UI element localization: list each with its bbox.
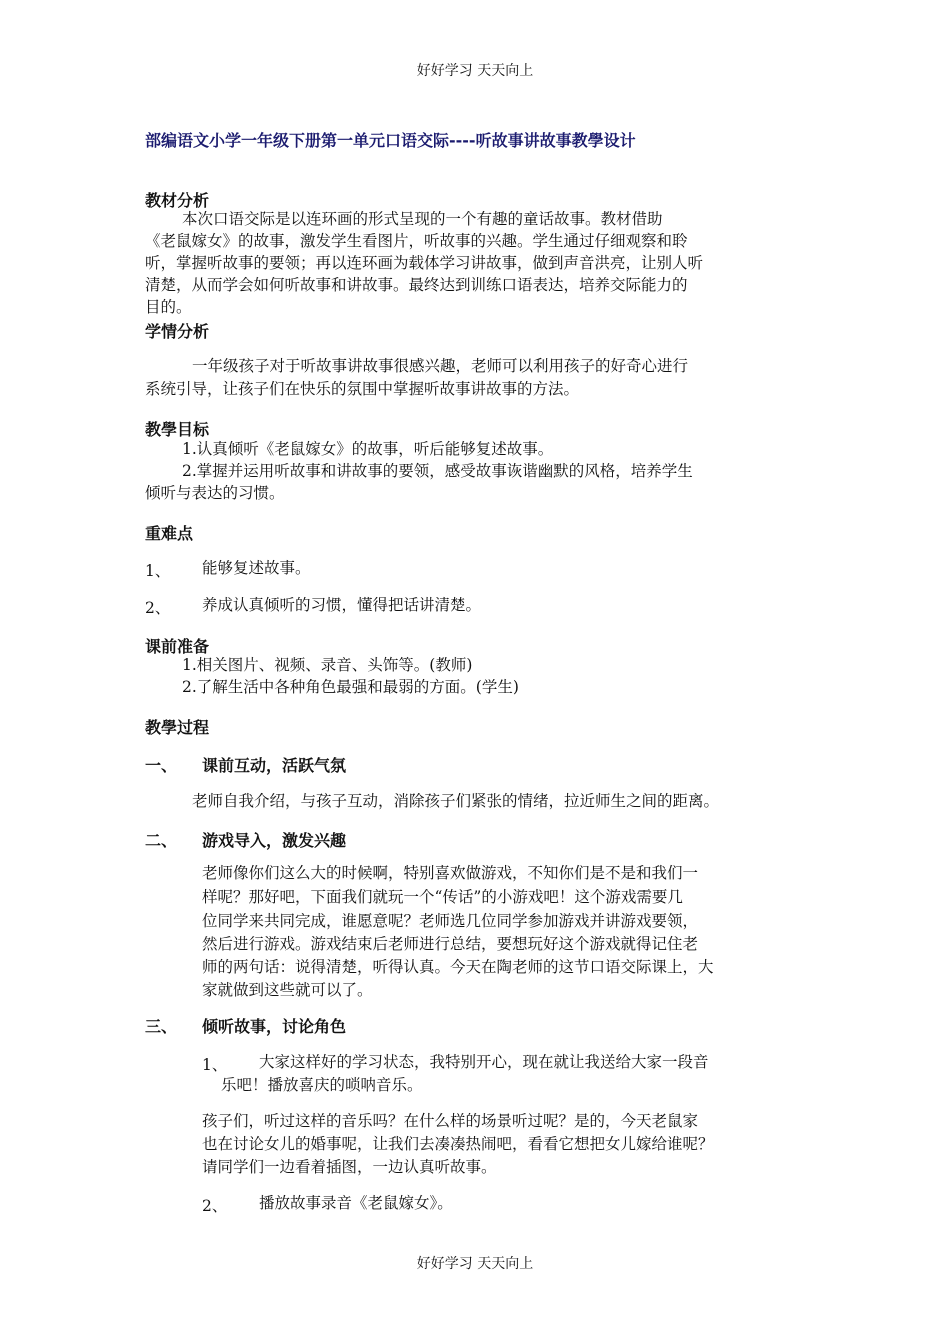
section-number: 二、 (145, 831, 178, 850)
sub-item-line: 大家这样好的学习状态，我特别开心，现在就让我送给大家一段音 (259, 1053, 709, 1071)
key-point-text: 养成认真倾听的习惯，懂得把话讲清楚。 (202, 596, 482, 614)
sub-item-line: 乐吧！播放喜庆的唢呐音乐。 (221, 1076, 423, 1094)
heading-key-points: 重难点 (145, 524, 194, 543)
key-point-text: 能够复述故事。 (202, 559, 311, 577)
document-title: 部编语文小学一年级下册第一单元口语交际----听故事讲故事教學设计 (145, 131, 636, 150)
heading-prep: 课前准备 (145, 637, 210, 656)
goal-line: 2.掌握并运用听故事和讲故事的要领，感受故事诙谐幽默的风格，培养学生 (182, 462, 693, 480)
material-line: 听，掌握听故事的要领；再以连环画为载体学习讲故事，做到声音洪亮，让别人听 (145, 254, 704, 272)
sub-item-number: 2、 (202, 1197, 228, 1215)
material-line: 清楚，从而学会如何听故事和讲故事。最终达到训练口语表达，培养交际能力的 (145, 276, 688, 294)
material-line: 《老鼠嫁女》的故事，激发学生看图片，听故事的兴趣。学生通过仔细观察和聆 (145, 232, 688, 250)
heading-goals: 教學目标 (145, 420, 210, 439)
section-line: 师的两句话：说得清楚，听得认真。今天在陶老师的这节口语交际课上，大 (202, 958, 714, 976)
goal-line: 1.认真倾听《老鼠嫁女》的故事，听后能够复述故事。 (182, 440, 554, 458)
key-point-number: 2、 (145, 599, 171, 617)
prep-line: 2.了解生活中各种角色最强和最弱的方面。(学生) (182, 678, 519, 696)
heading-process: 教學过程 (145, 718, 210, 737)
goal-line: 倾听与表达的习惯。 (145, 484, 285, 502)
material-line: 本次口语交际是以连环画的形式呈现的一个有趣的童话故事。教材借助 (182, 210, 663, 228)
section-paragraph-line: 请同学们一边看着插图，一边认真听故事。 (202, 1158, 497, 1176)
key-point-number: 1、 (145, 562, 171, 580)
section-title: 游戏导入，激发兴趣 (202, 831, 347, 850)
heading-students: 学情分析 (145, 322, 210, 341)
section-line: 老师像你们这么大的时候啊，特别喜欢做游戏，不知你们是不是和我们一 (202, 864, 699, 882)
students-line: 一年级孩子对于听故事讲故事很感兴趣，老师可以利用孩子的好奇心进行 (192, 357, 689, 375)
sub-item-text: 播放故事录音《老鼠嫁女》。 (259, 1194, 453, 1212)
prep-line: 1.相关图片、视频、录音、头饰等。(教师) (182, 656, 473, 674)
section-number: 三、 (145, 1017, 178, 1036)
section-title: 课前互动，活跃气氛 (202, 756, 347, 775)
section-paragraph-line: 也在讨论女儿的婚事呢，让我们去凑凑热闹吧，看看它想把女儿嫁给谁呢？ (202, 1135, 714, 1153)
page-header: 好好学习 天天向上 (416, 63, 534, 79)
sub-item-number: 1、 (202, 1056, 228, 1074)
page-footer: 好好学习 天天向上 (416, 1256, 534, 1272)
section-line: 位同学来共同完成，谁愿意呢？老师选几位同学参加游戏并讲游戏要领， (202, 912, 699, 930)
section-line: 老师自我介绍，与孩子互动，消除孩子们紧张的情绪，拉近师生之间的距离。 (192, 792, 720, 810)
heading-material: 教材分析 (145, 191, 210, 210)
section-title: 倾听故事，讨论角色 (202, 1017, 347, 1036)
material-line: 目的。 (145, 298, 192, 316)
students-line: 系统引导，让孩子们在快乐的氛围中掌握听故事讲故事的方法。 (145, 380, 580, 398)
section-line: 样呢？那好吧，下面我们就玩一个“传话”的小游戏吧！这个游戏需要几 (202, 888, 683, 906)
section-paragraph-line: 孩子们，听过这样的音乐吗？在什么样的场景听过呢？是的，今天老鼠家 (202, 1112, 699, 1130)
section-number: 一、 (145, 756, 178, 775)
section-line: 然后进行游戏。游戏结束后老师进行总结，要想玩好这个游戏就得记住老 (202, 935, 699, 953)
section-line: 家就做到这些就可以了。 (202, 981, 373, 999)
